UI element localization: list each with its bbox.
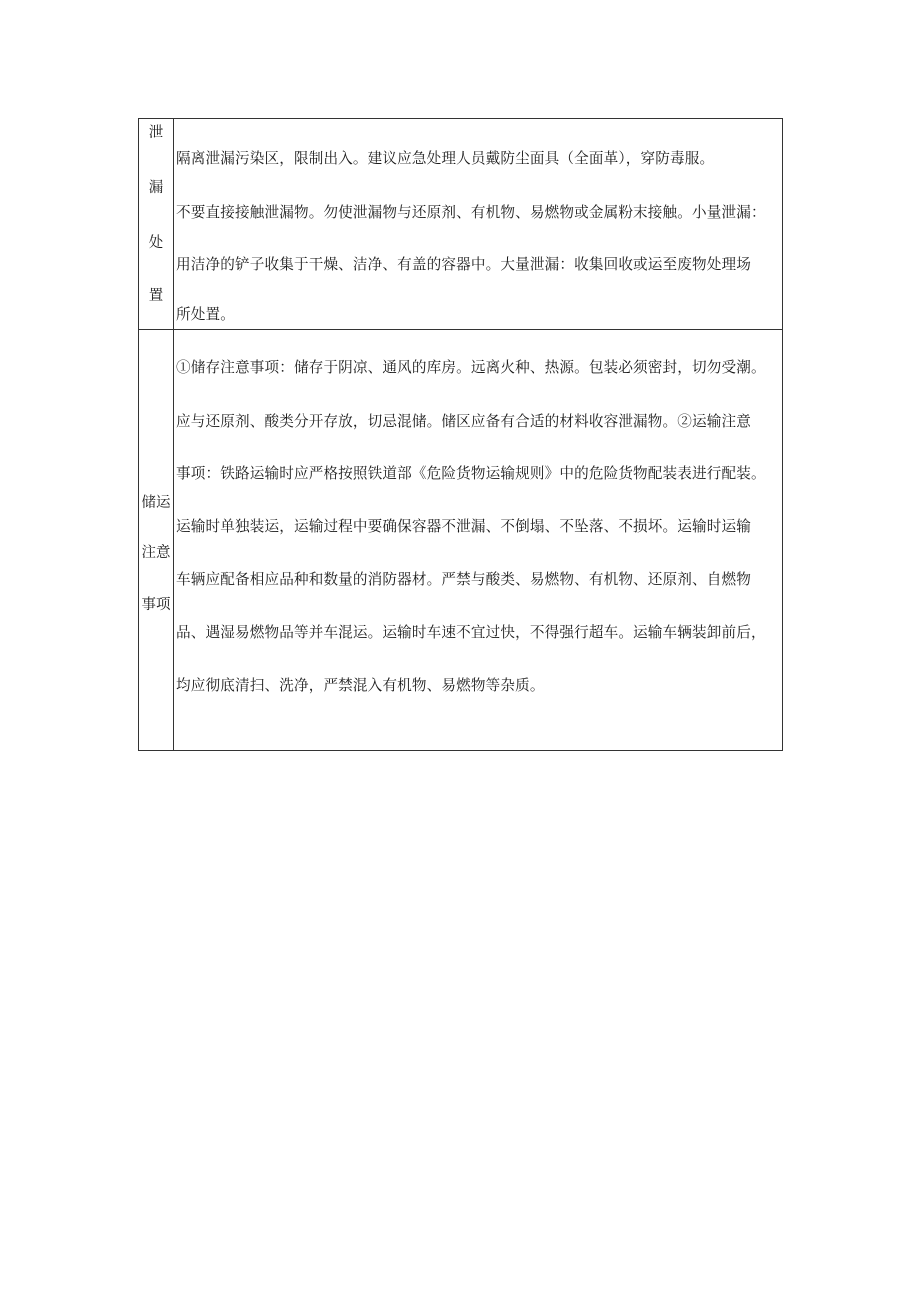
storage-text-line: 品、遇湿易燃物品等并车混运。运输时车速不宜过快，不得强行超车。运输车辆装卸前后， bbox=[176, 624, 766, 641]
safety-data-table bbox=[138, 118, 783, 751]
storage-label-line: 储运 bbox=[141, 495, 171, 511]
storage-text-line: ①储存注意事项：储存于阴凉、通风的库房。远离火种、热源。包装必须密封，切勿受潮。 bbox=[176, 359, 766, 376]
storage-text-line: 应与还原剂、酸类分开存放，切忌混储。储区应备有合适的材料收容泄漏物。②运输注意 bbox=[176, 413, 752, 430]
leak-text-line: 所处置。 bbox=[176, 306, 235, 323]
storage-label-line: 注意 bbox=[141, 545, 171, 561]
leak-label-char: 漏 bbox=[148, 180, 164, 196]
storage-text-line: 车辆应配备相应品种和数量的消防器材。严禁与酸类、易燃物、有机物、还原剂、自燃物 bbox=[176, 571, 752, 588]
leak-text-line: 用洁净的铲子收集于干燥、洁净、有盖的容器中。大量泄漏：收集回收或运至废物处理场 bbox=[176, 256, 752, 273]
storage-text-line: 事项：铁路运输时应严格按照铁道部《危险货物运输规则》中的危险货物配装表进行配装。 bbox=[176, 465, 766, 482]
storage-text-line: 均应彻底清扫、洗净，严禁混入有机物、易燃物等杂质。 bbox=[176, 677, 545, 694]
leak-text-line: 隔离泄漏污染区，限制出入。建议应急处理人员戴防尘面具（全面革），穿防毒服。 bbox=[176, 150, 715, 167]
storage-transport-content bbox=[174, 330, 783, 751]
leak-handling-label-cell bbox=[139, 119, 174, 330]
leak-handling-content bbox=[174, 119, 783, 330]
leak-label-char: 置 bbox=[148, 288, 164, 304]
leak-label-char: 处 bbox=[148, 235, 164, 251]
storage-transport-row bbox=[139, 330, 783, 751]
leak-label-char: 泄 bbox=[148, 125, 164, 141]
storage-transport-label-cell bbox=[139, 330, 174, 751]
storage-label-line: 事项 bbox=[141, 597, 171, 613]
leak-handling-row bbox=[139, 119, 783, 330]
storage-text-line: 运输时单独装运，运输过程中要确保容器不泄漏、不倒塌、不坠落、不损坏。运输时运输 bbox=[176, 518, 752, 535]
leak-text-line: 不要直接接触泄漏物。勿使泄漏物与还原剂、有机物、易燃物或金属粉末接触。小量泄漏： bbox=[176, 204, 766, 221]
